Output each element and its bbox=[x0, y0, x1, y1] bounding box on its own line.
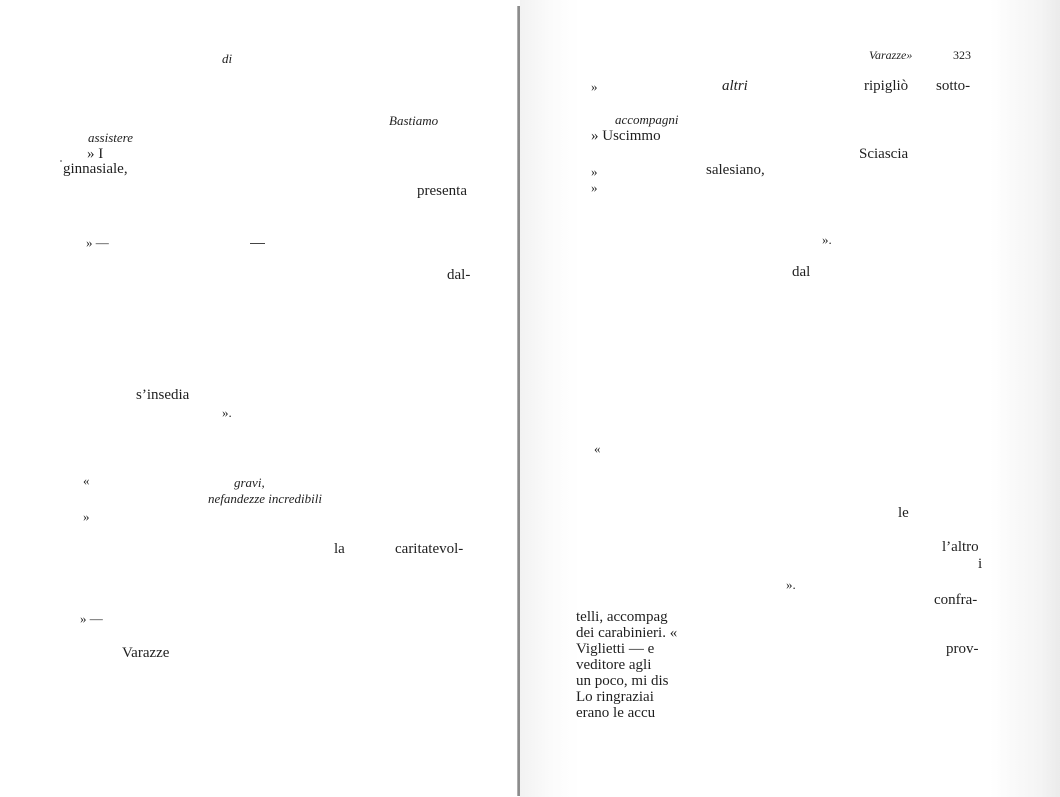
word-uscimmo: » Uscimmo bbox=[591, 128, 661, 144]
word-dal: dal bbox=[792, 264, 811, 280]
word-quote-i: » I bbox=[87, 146, 104, 162]
bottom-text-block bbox=[576, 610, 677, 722]
word-sciascia: Sciascia bbox=[859, 146, 909, 162]
right-page bbox=[520, 0, 1060, 797]
word-ginnasiale: ginnasiale, bbox=[63, 161, 128, 177]
word-assistere: assistere bbox=[88, 130, 134, 145]
text-line: Viglietti — e bbox=[576, 641, 655, 657]
dash-mark bbox=[250, 243, 265, 244]
word-laltro: l’altro bbox=[942, 539, 979, 555]
text-line: erano le accu bbox=[576, 705, 656, 721]
word-quote-1: » bbox=[591, 79, 598, 94]
word-open-quote: « bbox=[594, 441, 601, 456]
word-quote-dash: » — bbox=[86, 235, 109, 250]
word-confra: confra- bbox=[934, 592, 978, 608]
text-line: Lo ringraziai bbox=[576, 689, 654, 705]
text-line: veditore agli bbox=[576, 657, 652, 673]
word-di: di bbox=[222, 51, 233, 66]
left-page bbox=[0, 0, 520, 797]
word-ripiglio: ripigliò bbox=[864, 78, 909, 94]
word-la: la bbox=[334, 541, 345, 557]
word-open-quote: « bbox=[83, 473, 90, 488]
running-title: Varazze» bbox=[869, 48, 913, 62]
word-dal: dal- bbox=[447, 267, 471, 283]
word-presenta: presenta bbox=[417, 183, 467, 199]
word-sotto: sotto- bbox=[936, 78, 971, 94]
word-accompagni: accompagni bbox=[615, 112, 679, 127]
word-nefandezze: nefandezze incredibili bbox=[208, 491, 322, 506]
word-quote-2: » bbox=[591, 164, 598, 179]
word-quote-mark: » bbox=[83, 509, 90, 524]
page-number: 323 bbox=[953, 48, 971, 62]
word-sinsedia: s’insedia bbox=[136, 387, 190, 403]
word-le: le bbox=[898, 505, 909, 521]
text-line: telli, accompag bbox=[576, 609, 668, 625]
text-line: un poco, mi dis bbox=[576, 673, 669, 689]
word-salesiano: salesiano, bbox=[706, 162, 765, 178]
word-quote-dash-2: » — bbox=[80, 611, 103, 626]
word-altri: altri bbox=[722, 78, 748, 94]
word-close-quote: ». bbox=[822, 232, 832, 247]
word-varazze: Varazze bbox=[122, 645, 170, 661]
word-quote-3: » bbox=[591, 180, 598, 195]
word-close-quote-2: ». bbox=[786, 577, 796, 592]
word-close-quote: ». bbox=[222, 405, 232, 420]
text-line: dei carabinieri. « bbox=[576, 625, 678, 641]
word-prov: prov- bbox=[946, 641, 979, 657]
word-bastiamo: Bastiamo bbox=[389, 113, 439, 128]
word-caritatevol: caritatevol- bbox=[395, 541, 464, 557]
ink-speck bbox=[60, 160, 62, 162]
word-gravi: gravi, bbox=[234, 475, 265, 490]
word-i: i bbox=[978, 556, 983, 572]
